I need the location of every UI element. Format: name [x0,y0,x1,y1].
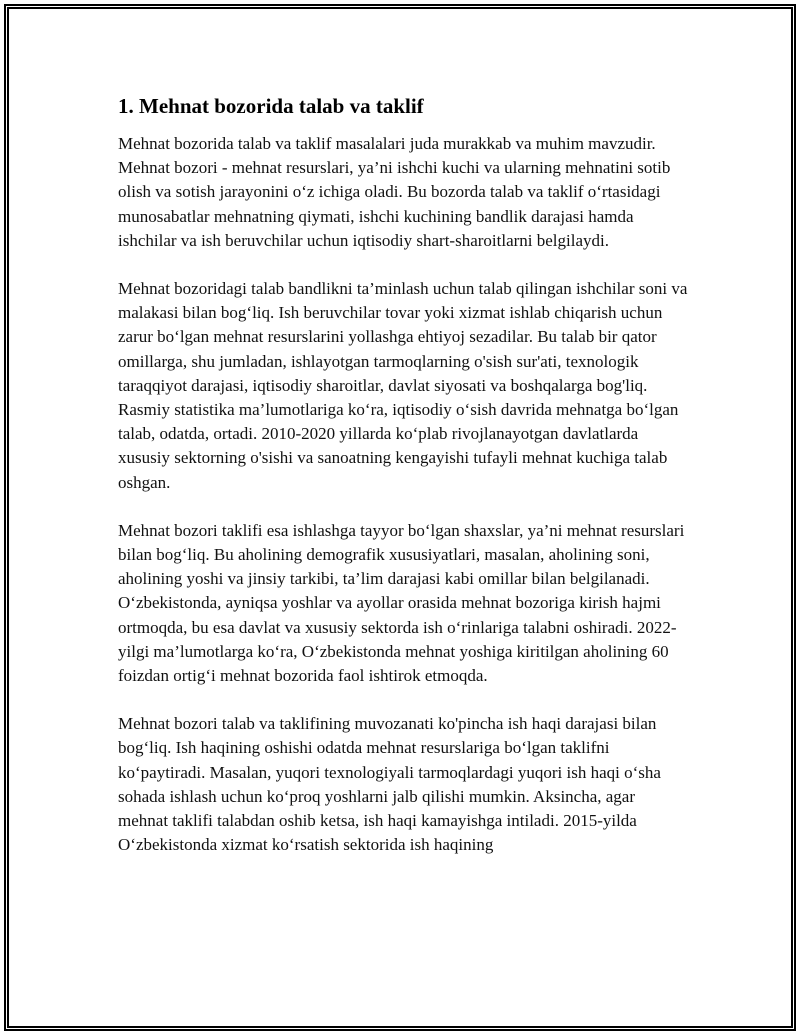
paragraph-1: Mehnat bozorida talab va taklif masalalari juda murakkab va muhim mavzudir. Mehnat bozori - mehnat resurslari, ya’ni ishchi kuchi va ularning mehnatini sotib olish va sotish jarayonini o‘z ichiga oladi. Bu bozorda talab va taklif o‘rtasidagi munosabatlar mehnatning qiymati, ishchi kuchining bandlik darajasi hamda ishchilar va ish beruvchilar uchun iqtisodiy shart-sharoitlarni belgilaydi. [118,134,671,250]
paragraph-4: Mehnat bozori talab va taklifining muvozanati ko'pincha ish haqi darajasi bilan bog‘liq. Ish haqining oshishi odatda mehnat resurslariga bo‘lgan taklifni ko‘paytiradi. Masalan, yuqori texnologiyali tarmoqlardagi yuqori ish haqi o‘sha sohada ishlash uchun ko‘proq yoshlarni jalb qilishi mumkin. Aksincha, agar mehnat taklifi talabdan oshib ketsa, ish haqi kamayishga intiladi. 2015-yilda O‘zbekistonda xizmat ko‘rsatish sektorida ish haqining [118,714,661,855]
paragraph-3: Mehnat bozori taklifi esa ishlashga tayyor bo‘lgan shaxslar, ya’ni mehnat resurslari bilan bog‘liq. Bu aholining demografik xususiyatlari, masalan, aholining soni, aholining yoshi va jinsiy tarkibi, ta’lim darajasi kabi omillar bilan belgilanadi. O‘zbekistonda, ayniqsa yoshlar va ayollar orasida mehnat bozoriga kirish hajmi ortmoqda, bu esa davlat va xususiy sektorda ish o‘rinlariga talabni oshiradi. 2022-yilgi ma’lumotlarga ko‘ra, O‘zbekistonda mehnat yoshiga kiritilgan aholining 60 foizdan ortig‘i mehnat bozorida faol ishtirok etmoqda. [118,520,685,686]
document-body [118,92,688,881]
section-heading: 1. Mehnat bozorida talab va taklif [118,94,424,118]
paragraph-2: Mehnat bozoridagi talab bandlikni ta’minlash uchun talab qilingan ishchilar soni va malakasi bilan bog‘liq. Ish beruvchilar tovar yoki xizmat ishlab chiqarish uchun zarur bo‘lgan mehnat resurslarini yollashga ehtiyoj sezadilar. Bu talab bir qator omillarga, shu jumladan, ishlayotgan tarmoqlarning o'sish sur'ati, texnologik taraqqiyot darajasi, iqtisodiy sharoitlar, davlat siyosati va boshqalarga bog'liq. Rasmiy statistika ma’lumotlariga ko‘ra, iqtisodiy o‘sish davrida mehnatga bo‘lgan talab, odatda, ortadi. 2010-2020 yillarda ko‘plab rivojlanayotgan davlatlarda xususiy sektorning o'sishi va sanoatning kengayishi tufayli mehnat kuchiga talab oshgan. [118,279,688,492]
